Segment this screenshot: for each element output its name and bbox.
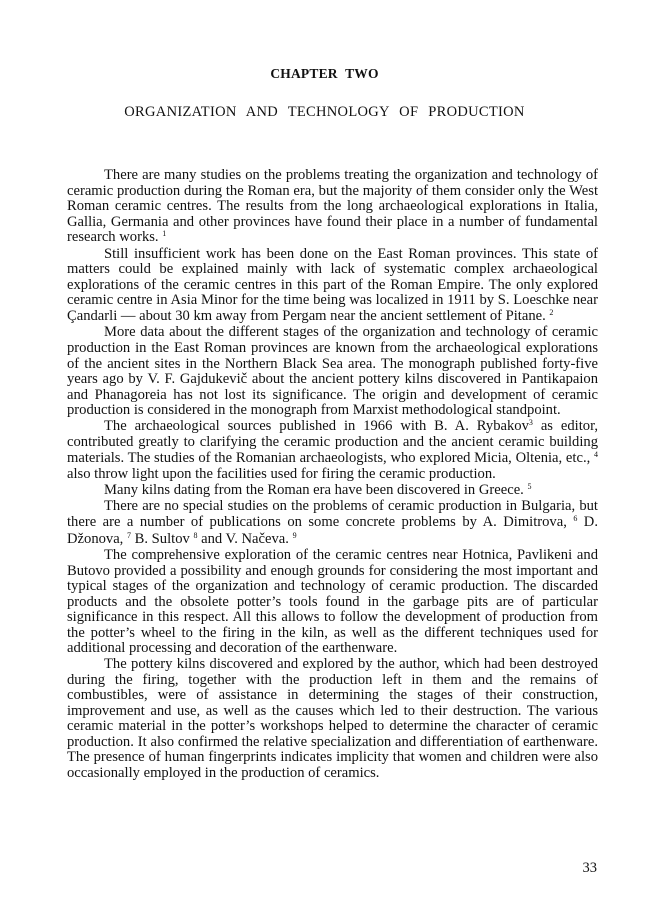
footnote-ref: 2 bbox=[549, 307, 554, 317]
paragraph-1: There are many studies on the problems treating the organization and technology of ceramic production during the Roman era, but the majority of them consider only the West Roman ceramic centres. The results from the long archaeological explorations in Italia, Gallia, Germania and other provinces have found their place in a number of fundamental research works. $^1$ bbox=[67, 167, 598, 246]
footnote-ref: 6 bbox=[573, 514, 578, 524]
footnote-ref: 7 bbox=[127, 530, 131, 540]
footnote-ref: 9 bbox=[292, 530, 297, 540]
chapter-title: ORGANIZATION AND TECHNOLOGY OF PRODUCTION bbox=[124, 104, 525, 120]
footnote-ref: 3 bbox=[528, 417, 533, 427]
paragraph-7: The comprehensive exploration of the ceramic centres near Hotnica, Pavlikeni and Butovo provided a possibility and enough grounds for considering the most important and typical stages of the organization and technology of ceramic production. The discarded products and the obsolete potter’s tools found in the garbage pits are of particular significance in this respect. All this allows to follow the development of production from the potter’s wheel to the firing in the kiln, as well as the different techniques used for additional processing and decoration of the earthenware. bbox=[67, 547, 598, 657]
chapter-label: CHAPTER TWO bbox=[270, 66, 379, 81]
paragraph-4: The archaeological sources published in 1966 with B. A. Rybakov$^3$ as editor, contributed greatly to clarifying the ceramic production and the ancient ceramic building materials. The studies of the Romanian archaeologists, who explored Micia, Oltenia, etc., $^4$ also throw light upon the facilities used for firing the ceramic production. bbox=[67, 417, 599, 483]
paragraph-5: Many kilns dating from the Roman era have been discovered in Greece. $^5$ bbox=[104, 481, 532, 498]
page-number: 33 bbox=[582, 860, 597, 876]
footnote-ref: 8 bbox=[193, 530, 198, 540]
paragraph-6: There are no special studies on the problems of ceramic production in Bulgaria, but there are a number of publications on some concrete problems by A. Dimitrova, $^6$ D. Džonova, $^7$ B. Sultov $^8$ and V. Načeva. $^9$ bbox=[67, 498, 598, 547]
body-text bbox=[67, 168, 598, 781]
footnote-ref: 5 bbox=[527, 481, 532, 491]
paragraph-3: More data about the different stages of the organization and technology of ceramic production in the East Roman provinces are known from the archaeological explorations of the ancient sites in the Northern Black Sea area. The monograph published forty-five years ago by V. F. Gajdukevič about the ancient pottery kilns discovered in Pantikapaion and Phanagoreia has not lost its significance. The origin and development of ceramic production is considered in the monograph from Marxist methodological standpoint. bbox=[67, 324, 598, 419]
paragraph-8: The pottery kilns discovered and explored by the author, which had been destroyed during the firing, together with the production left in them and the remains of combustibles, were of assistance in determining the stages of their construction, improvement and use, as well as the causes which led to their destruction. The various ceramic material in the potter’s workshops helped to determine the character of ceramic production. It also confirmed the relative specialization and differentiation of earthenware. The presence of human fingerprints indicates implicity that women and children were also occasionally employed in the production of ceramics. bbox=[67, 655, 598, 781]
footnote-ref: 4 bbox=[594, 449, 598, 459]
footnote-ref: 1 bbox=[162, 229, 167, 239]
paragraph-2: Still insufficient work has been done on the East Roman provinces. This state of matters could be explained mainly with lack of systematic complex archaeological explorations of the ceramic centres in this part of the Roman Empire. The only explored ceramic centre in Asia Minor for the time being was localized in 1911 by S. Loeschke near Çandarli — about 30 km away from Pergam near the ancient settlement of Pitane. $^2$ bbox=[67, 245, 598, 324]
